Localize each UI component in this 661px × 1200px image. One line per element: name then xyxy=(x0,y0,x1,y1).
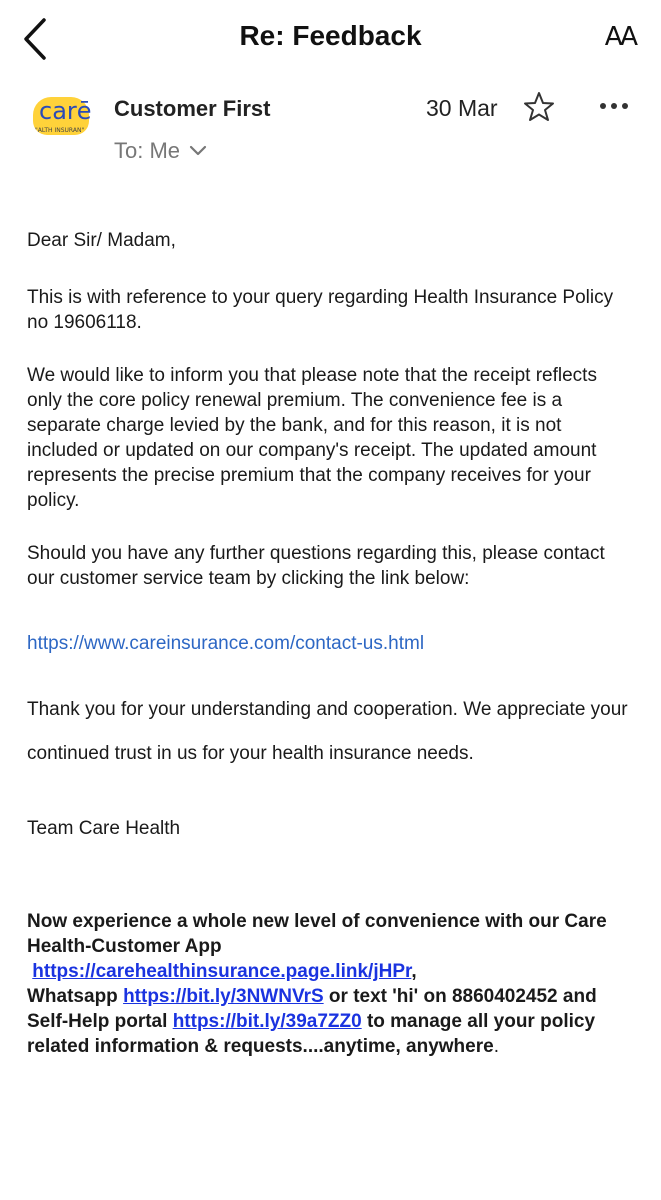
logo-tagline: "ALTH INSURAN" xyxy=(35,127,85,134)
app-promo-footer xyxy=(27,909,637,1059)
top-nav-bar xyxy=(0,0,661,80)
paragraph-contact: Should you have any further questions regarding this, please contact our customer service team by clicking the link below: xyxy=(27,543,605,589)
email-date: 30 Mar xyxy=(426,95,498,121)
footer-comma: , xyxy=(411,961,417,982)
logo-word: carē xyxy=(39,97,92,125)
text-size-label: AA xyxy=(604,22,635,52)
self-help-link[interactable]: https://bit.ly/39a7ZZ0 xyxy=(172,1011,362,1032)
signoff: Team Care Health xyxy=(27,818,181,839)
email-body xyxy=(27,228,637,1059)
text-hi-instructions: or text 'hi' on 8860402452 and Self-Help portal xyxy=(27,986,597,1032)
footer-intro: Now experience a whole new level of convenience with our Care Health-Customer App xyxy=(27,911,607,957)
email-subject-title: Re: Feedback xyxy=(239,20,422,51)
app-link[interactable]: https://carehealthinsurance.page.link/jHPr xyxy=(32,961,412,982)
more-options-icon[interactable] xyxy=(598,96,630,116)
recipient-label: To: Me xyxy=(114,138,181,163)
star-icon[interactable] xyxy=(522,90,556,124)
whatsapp-link[interactable]: https://bit.ly/3NWNVrS xyxy=(123,986,324,1007)
recipient-toggle[interactable] xyxy=(114,138,208,164)
paragraph-thank-you: Thank you for your understanding and cooperation. We appreciate your continued trust in us for your health insurance needs. xyxy=(27,699,628,764)
sender-name[interactable]: Customer First xyxy=(114,96,271,121)
text-size-button[interactable] xyxy=(605,22,635,52)
sender-avatar-logo xyxy=(33,97,92,135)
chevron-down-icon xyxy=(188,144,208,158)
whatsapp-label: Whatsapp xyxy=(27,986,118,1007)
paragraph-convenience-fee: We would like to inform you that please note that the receipt reflects only the core policy renewal premium. The convenience fee is a separate charge levied by the bank, and for this reason, it is not included or updated on our company's receipt. The updated amount represents the precise premium that the company receives for your policy. xyxy=(27,365,597,511)
paragraph-query-reference: This is with reference to your query regarding Health Insurance Policy no 19606118. xyxy=(27,287,614,333)
footer-period: . xyxy=(493,1036,499,1057)
footer-tail: to manage all your policy related information & requests....anytime, anywhere xyxy=(27,1011,596,1057)
contact-us-link[interactable]: https://www.careinsurance.com/contact-us.html xyxy=(27,633,425,654)
greeting: Dear Sir/ Madam, xyxy=(27,230,176,251)
